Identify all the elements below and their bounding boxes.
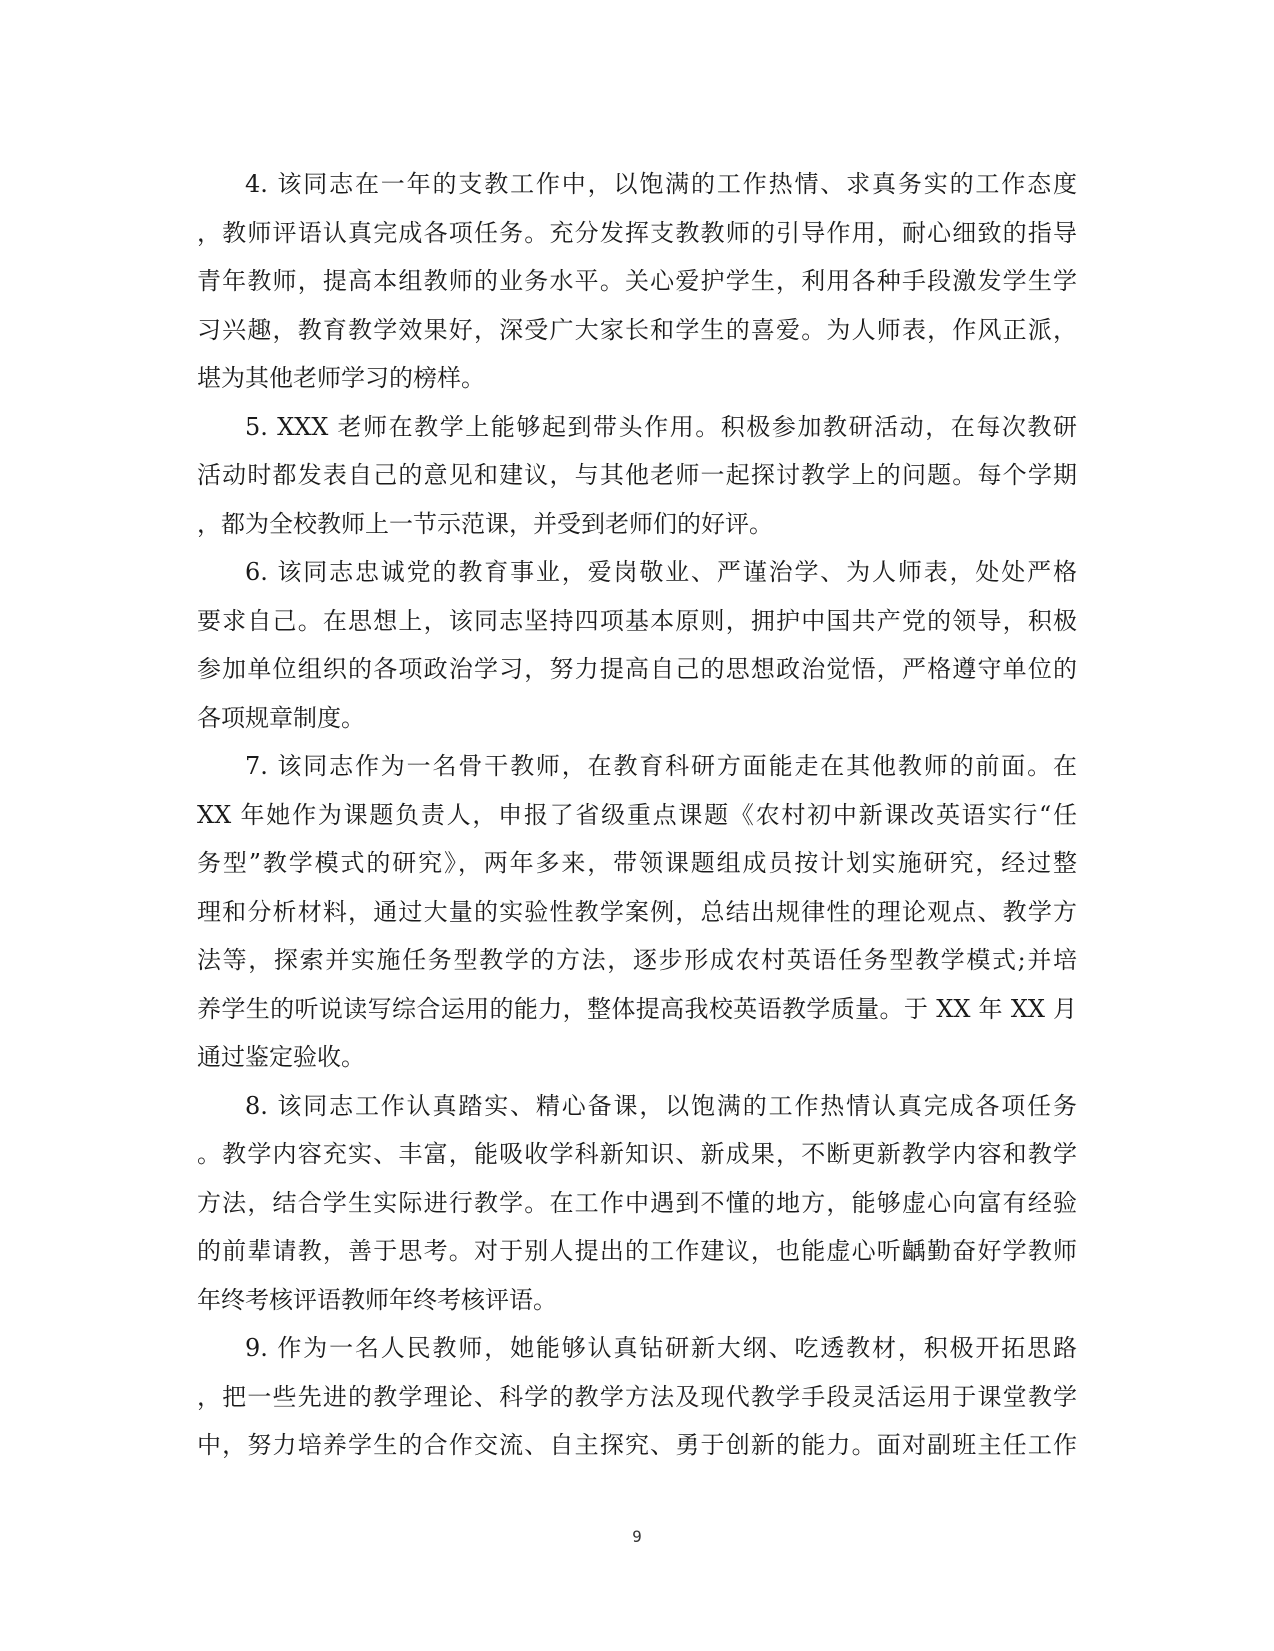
text-line: 4. 该同志在一年的支教工作中，以饱满的工作热情、求真务实的工作态度 [245,170,1077,198]
text-line: 的前辈请教，善于思考。对于别人提出的工作建议，也能虚心听齲勤奋好学教师 [197,1237,1077,1265]
text-line: ，教师评语认真完成各项任务。充分发挥支教教师的引导作用，耐心细致的指导 [197,218,1077,247]
text-line: 法等，探索并实施任务型教学的方法，逐步形成农村英语任务型教学模式;并培 [197,946,1077,974]
text-line: 方法，结合学生实际进行教学。在工作中遇到不懂的地方，能够虚心向富有经验 [197,1188,1077,1217]
paragraph-5 [197,403,1077,549]
text-line: 青年教师，提高本组教师的业务水平。关心爱护学生，利用各种手段激发学生学 [197,267,1077,295]
text-line: 各项规章制度。 [197,703,365,732]
text-line: 养学生的听说读写综合运用的能力，整体提高我校英语教学质量。于 XX 年 XX 月 [197,994,1077,1023]
text-line: ，把一些先进的教学理论、科学的教学方法及现代教学手段灵活运用于课堂教学 [197,1382,1077,1411]
text-line: 6. 该同志忠诚党的教育事业，爱岗敬业、严谨治学、为人师表，处处严格 [245,558,1077,586]
text-line: 5. XXX 老师在教学上能够起到带头作用。积极参加教研活动，在每次教研 [245,412,1077,441]
text-line: 参加单位组织的各项政治学习，努力提高自己的思想政治觉悟，严格遵守单位的 [197,655,1077,683]
text-line: 要求自己。在思想上，该同志坚持四项基本原则，拥护中国共产党的领导，积极 [197,606,1077,635]
text-line: 通过鉴定验收。 [197,1043,365,1071]
paragraph-6 [197,548,1077,742]
text-line: 习兴趣，教育教学效果好，深受广大家长和学生的喜爱。为人师表，作风正派， [197,315,1077,344]
text-line: 年终考核评语教师年终考核评语。 [197,1285,557,1314]
page-number: 9 [632,1527,642,1546]
text-line: ，都为全校教师上一节示范课，并受到老师们的好评。 [197,509,773,538]
text-line: 堪为其他老师学习的榜样。 [197,364,485,392]
paragraph-4 [197,160,1077,403]
text-line: 活动时都发表自己的意见和建议，与其他老师一起探讨教学上的问题。每个学期 [197,461,1077,489]
text-line: 中，努力培养学生的合作交流、自主探究、勇于创新的能力。面对副班主任工作 [197,1431,1077,1459]
text-line: 7. 该同志作为一名骨干教师，在教育科研方面能走在其他教师的前面。在 [245,752,1077,780]
text-line: XX 年她作为课题负责人，申报了省级重点课题《农村初中新课改英语实行“任 [197,800,1077,829]
paragraph-7 [197,742,1077,1082]
text-line: 。教学内容充实、丰富，能吸收学科新知识、新成果，不断更新教学内容和教学 [197,1140,1077,1168]
text-line: 理和分析材料，通过大量的实验性教学案例，总结出规律性的理论观点、教学方 [197,897,1077,926]
text-line: 务型”教学模式的研究》，两年多来，带领课题组成员按计划实施研究，经过整 [197,849,1077,877]
document-body [197,160,1077,1470]
paragraph-8 [197,1082,1077,1325]
text-line: 9. 作为一名人民教师，她能够认真钻研新大纲、吃透教材，积极开拓思路 [245,1334,1077,1362]
text-line: 8. 该同志工作认真踏实、精心备课，以饱满的工作热情认真完成各项任务 [245,1091,1077,1120]
paragraph-9 [197,1324,1077,1470]
